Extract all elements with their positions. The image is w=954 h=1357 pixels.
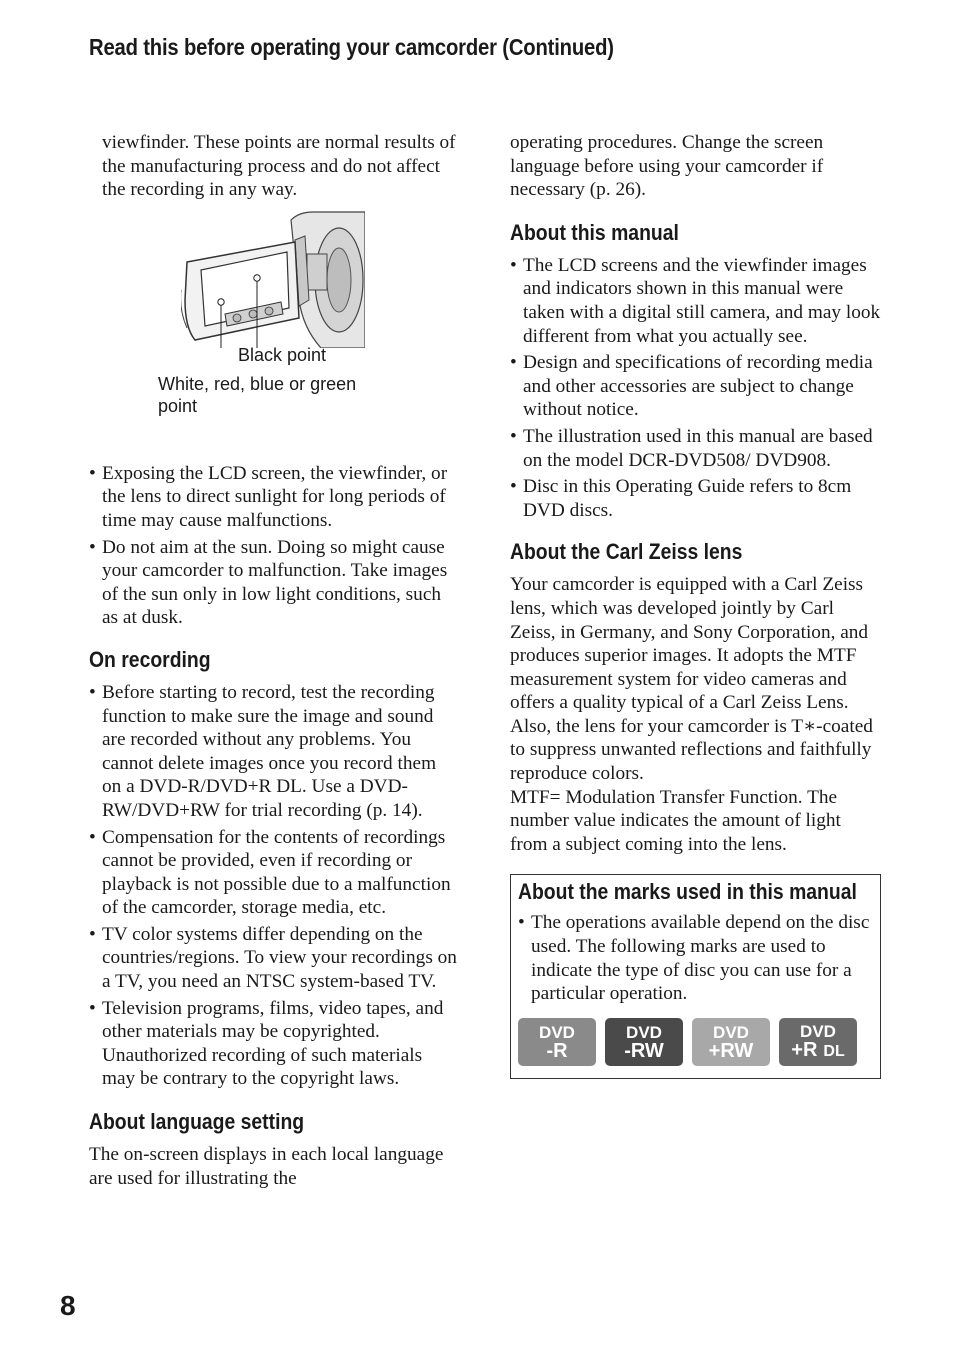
page-number: 8: [60, 1290, 76, 1321]
list-item: • The illustration used in this manual are based on the model DCR-DVD508/ DVD908.: [510, 425, 881, 472]
heading-about-manual: About this manual: [510, 219, 679, 245]
mark-top-label: DVD: [626, 1022, 662, 1042]
intro-paragraph: viewfinder. These points are normal results of the manufacturing process and do not affect the recording in any way.: [102, 132, 456, 201]
recording-bullets: [89, 681, 457, 1091]
mark-bottom-label: [791, 1041, 844, 1061]
mark-bottom-label: +RW: [708, 1039, 754, 1062]
dvd-rw-mark: [605, 1018, 683, 1066]
list-item: • Exposing the LCD screen, the viewfinder, or the lens to direct sunlight for long periods of time may cause malfunctions.: [89, 462, 457, 533]
right-column: [510, 131, 881, 1079]
mark-top-label: DVD: [800, 1022, 836, 1042]
zeiss-paragraph: Your camcorder is equipped with a Carl Zeiss lens, which was developed jointly by Carl Zeiss, in Germany, and Sony Corporation, and produces superior images. It adopts the MTF measurement system for video cameras and offers a quality typical of a Carl Zeiss Lens. Also, the lens for your camcorder is T∗-coated to suppress unwanted reflections and faithfully reproduce colors.: [510, 574, 873, 785]
list-item: • TV color systems differ depending on the countries/regions. To view your recordings on a TV, you need an NTSC system-based TV.: [89, 923, 457, 994]
mark-bottom-text: +R: [791, 1039, 818, 1062]
camcorder-lcd-illustration: [181, 210, 365, 348]
heading-language-setting: About language setting: [89, 1109, 305, 1135]
mark-top-label: DVD: [539, 1022, 575, 1042]
running-header: Read this before operating your camcorder (Continued): [89, 34, 614, 60]
list-item: • Design and specifications of recording media and other accessories are subject to change without notice.: [510, 351, 881, 422]
left-column: [89, 131, 457, 1190]
marks-bullets: [518, 911, 871, 1005]
mark-top-label: DVD: [713, 1022, 749, 1042]
list-item: • The LCD screens and the viewfinder images and indicators shown in this manual were taken with a digital still camera, and may look different from what you actually see.: [510, 254, 881, 348]
dvd-r-mark: [518, 1018, 596, 1066]
mtf-paragraph: MTF= Modulation Transfer Function. The number value indicates the amount of light from a subject coming into the lens.: [510, 786, 841, 855]
heading-carl-zeiss: About the Carl Zeiss lens: [510, 539, 743, 565]
language-paragraph: The on-screen displays in each local language are used for illustrating the: [89, 1144, 444, 1189]
heading-on-recording: On recording: [89, 646, 211, 672]
heading-marks: About the marks used in this manual: [518, 879, 857, 905]
sunlight-bullets: [89, 462, 457, 630]
manual-bullets: [510, 254, 881, 523]
list-item: • Disc in this Operating Guide refers to 8cm DVD discs.: [510, 475, 881, 522]
color-point-label: White, red, blue or green point: [158, 373, 357, 416]
language-continued-paragraph: operating procedures. Change the screen language before using your camcorder if necessary (p. 26).: [510, 132, 824, 201]
marks-box: [510, 874, 881, 1078]
dvd-plus-rw-mark: [692, 1018, 770, 1066]
lcd-figure: [89, 210, 457, 446]
mark-bottom-label: -R: [546, 1039, 568, 1062]
dvd-plus-r-dl-mark: [779, 1018, 857, 1066]
disc-marks-row: [518, 1018, 871, 1066]
mark-bottom-label: -RW: [624, 1039, 664, 1062]
mark-suffix-label: DL: [823, 1043, 845, 1061]
list-item: • Television programs, films, video tapes, and other materials may be copyrighted. Unauthorized recording of such materials may be contrary to the copyright laws.: [89, 997, 457, 1091]
list-item: • Do not aim at the sun. Doing so might cause your camcorder to malfunction. Take images of the sun only in low light conditions, such as at dusk.: [89, 536, 457, 630]
black-point-label: Black point: [238, 344, 327, 365]
list-item: • The operations available depend on the disc used. The following marks are used to indicate the type of disc you can use for a particular operation.: [518, 911, 871, 1005]
list-item: • Before starting to record, test the recording function to make sure the image and sound are recorded without any problems. You cannot delete images once you record them on a DVD-R/DVD+R DL. Use a DVD-RW/DVD+RW for trial recording (p. 14).: [89, 681, 457, 823]
list-item: • Compensation for the contents of recordings cannot be provided, even if recording or playback is not possible due to a malfunction of the camcorder, storage media, etc.: [89, 826, 457, 920]
